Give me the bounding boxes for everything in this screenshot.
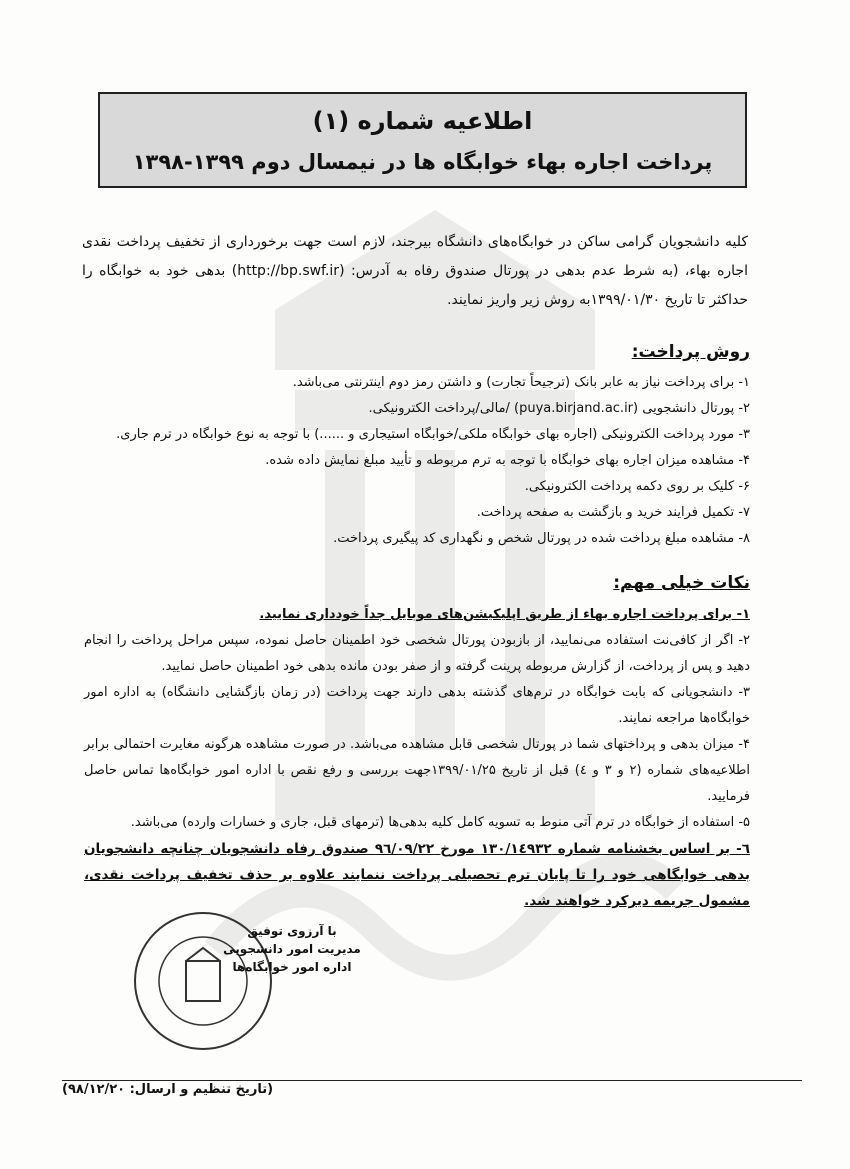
payment-step: ۶- کلیک بر روی دکمه پرداخت الکترونیکی. — [524, 479, 750, 494]
signature-block — [222, 922, 362, 976]
note-item: ۴- میزان بدهی و پرداختهای شما در پورتال شخصی قابل مشاهده می‌باشد. در صورت مشاهده هرگونه مغایرت احتمالی برابر اطلاعیه‌های شماره (۲ و ۳ و ٤) قبل از تاریخ ۱۳۹۹/۰۱/۲۵جهت بررسی و رفع نقص با اداره امور خوابگاه‌ها تماس حاصل فرمایید. — [84, 737, 751, 804]
note-item: ۱- برای پرداخت اجاره بهاء از طریق اپلیکیشن‌های موبایل جداً خودداری نمایید. — [259, 607, 750, 622]
payment-step: ۳- مورد پرداخت الکترونیکی (اجاره بهای خوابگاه ملکی/خوابگاه استیجاری و ......) با توجه به نوع خوابگاه در ترم جاری. — [116, 427, 750, 442]
note-item: ۵- استفاده از خوابگاه در ترم آتی منوط به تسویه کامل کلیه بدهی‌ها (ترمهای قبل، جاری و خسارات وارده) می‌باشد. — [130, 815, 750, 830]
payment-step: ۴- مشاهده میزان اجاره بهای خوابگاه با توجه به ترم مربوطه و تأیید مبلغ نمایش داده شده. — [265, 453, 750, 468]
payment-step: ۱- برای پرداخت نیاز به عابر بانک (ترجیحاً تجارت) و داشتن رمز دوم اینترنتی می‌باشد. — [292, 375, 750, 390]
signature-line: مدیریت امور دانشجویی — [223, 942, 361, 956]
note-item: ۳- دانشجویانی که بابت خوابگاه در ترم‌های گذشته بدهی دارند جهت پرداخت (در زمان بازگشایی دانشگاه) به اداره امور خوابگاه‌ها مراجعه نمایند. — [84, 685, 750, 726]
announcement-subtitle: پرداخت اجاره بهاء خوابگاه ها در نیمسال دوم ۱۳۹۹-۱۳۹۸ — [132, 150, 713, 174]
footer-date: (تاریخ تنظیم و ارسال: ۹۸/۱۲/۲۰) — [62, 1082, 274, 1097]
announcement-header — [98, 92, 747, 188]
intro-paragraph: کلیه دانشجویان گرامی ساکن در خوابگاه‌های دانشگاه بیرجند، لازم است جهت برخورداری از تخفیف پرداخت نقدی اجاره بهاء، (به شرط عدم بدهی در پورتال صندوق رفاه به آدرس: (http://bp.swf.ir) بدهی خود به خوابگاه را حداکثر تا تاریخ ۱۳۹۹/۰۱/۳۰به روش زیر واریز نمایند. — [82, 234, 748, 308]
payment-steps-list — [110, 370, 750, 552]
note-item: ٦- بر اساس بخشنامه شماره ۱۳۰/۱٤۹۳۲ مورخ ۹٦/۰۹/۲۲ صندوق رفاه دانشجویان چنانچه دانشجویان بدهی خوابگاهی خود را تا پایان ترم تحصیلی پرداخت ننمایند علاوه بر حذف تخفیف پرداخت نقدی، مشمول جریمه دیرکرد خواهند شد. — [84, 841, 750, 909]
important-notes-list — [84, 602, 750, 914]
signature-line: اداره امور خوابگاه‌ها — [232, 960, 352, 974]
note-item: ۲- اگر از کافی‌نت استفاده می‌نمایید، از بازبودن پورتال شخصی خود اطمینان حاصل نموده، سپس مراحل پرداخت را انجام دهید و پس از پرداخت، از گزارش مربوطه پرینت گرفته و از صفر بودن مانده بدهی خود اطمینان حاصل نمایید. — [84, 633, 750, 674]
footer-divider — [62, 1080, 802, 1081]
announcement-title: اطلاعیه شماره (۱) — [312, 107, 533, 135]
payment-step: ۲- پورتال دانشجویی (puya.birjand.ac.ir) /مالی/پرداخت الکترونیکی. — [368, 401, 750, 416]
signature-line: با آرزوی توفیق — [247, 924, 337, 938]
payment-step: ۷- تکمیل فرایند خرید و بازگشت به صفحه پرداخت. — [476, 505, 750, 520]
payment-step: ۸- مشاهده مبلغ پرداخت شده در پورتال شخص و نگهداری کد پیگیری پرداخت. — [333, 531, 750, 546]
payment-method-title: روش پرداخت: — [631, 342, 750, 362]
important-notes-title: نکات خیلی مهم: — [613, 573, 750, 593]
